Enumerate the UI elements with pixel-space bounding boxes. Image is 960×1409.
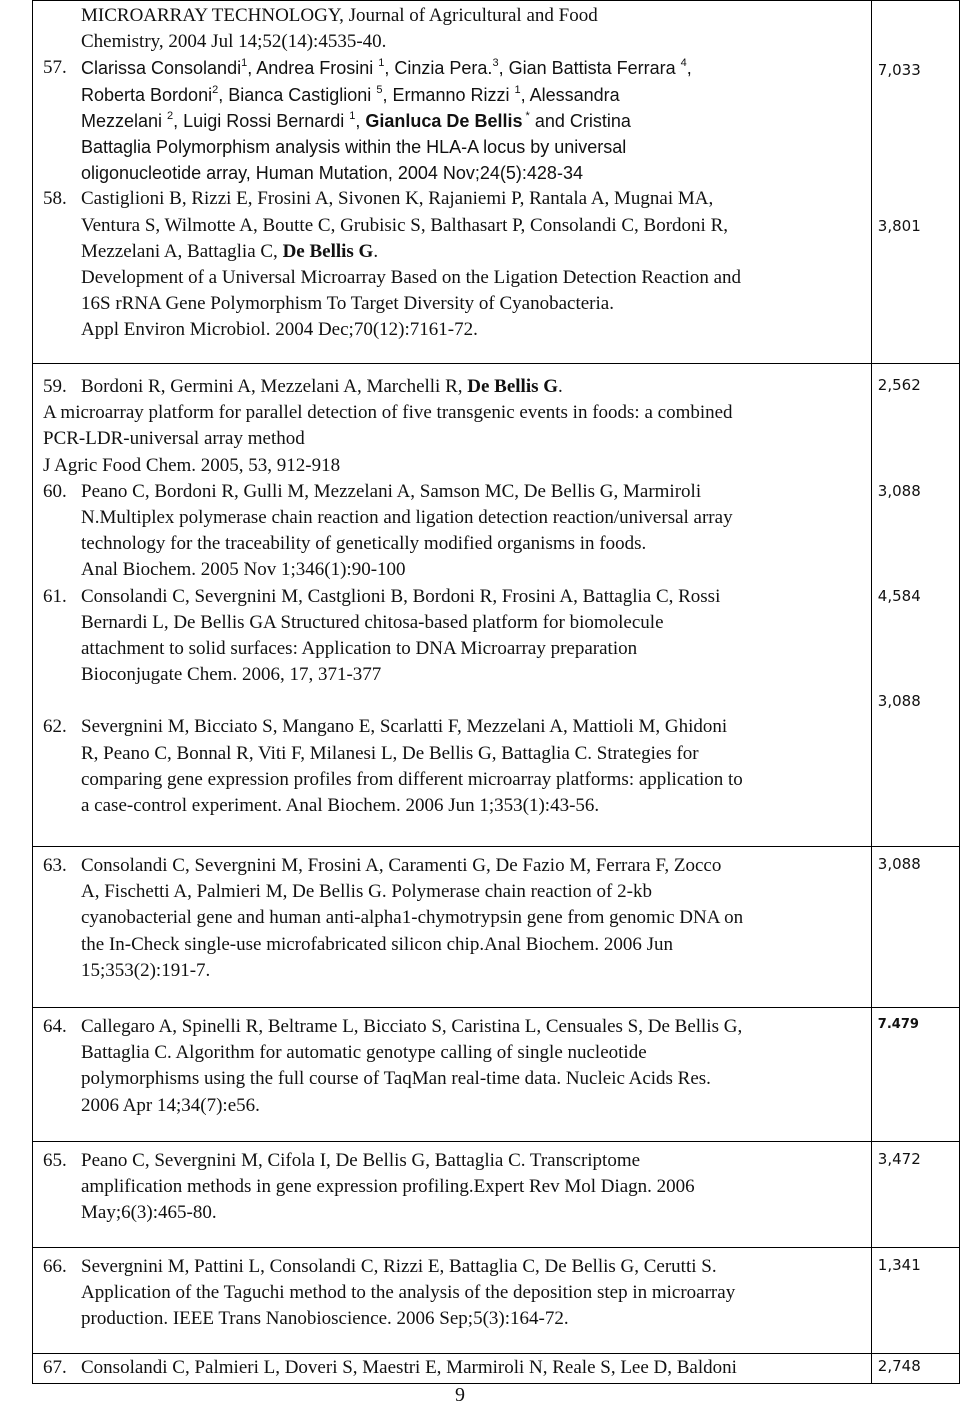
journal-line: Appl Environ Microbiol. 2004 Dec;70(12):7161-72. [81,319,478,341]
title-line: A microarray platform for parallel detection of five transgenic events in foods: a combined [43,402,733,424]
citation-entry [43,853,865,984]
citation-continuation [43,400,865,479]
title-line: amplification methods in gene expression profiling.Expert Rev Mol Diagn. 2006 [81,1176,695,1198]
title-line: Battaglia Polymorphism analysis within the HLA-A locus by universal [81,137,627,158]
table-row [33,1,960,364]
citation-cell [33,1142,872,1248]
author-line: Consolandi C, Severgnini M, Castglioni B, Bordoni R, Frosini A, Battaglia C, Rossi [81,585,721,607]
journal-line: production. IEEE Trans Nanobioscience. 2006 Sep;5(3):164-72. [81,1308,569,1330]
impact-factor-cell [871,847,959,1008]
entry-number: 61. [43,585,67,607]
table-row [33,847,960,1008]
impact-factor: 3,088 [877,855,921,873]
title-line: 16S rRNA Gene Polymorphism To Target Diversity of Cyanobacteria. [81,293,614,315]
impact-factor: 2,562 [877,376,921,394]
impact-factor-cell [871,1008,959,1142]
table-row [33,1142,960,1248]
citation-entry [43,714,865,819]
title-line: technology for the traceability of genetically modified organisms in foods. [81,533,647,555]
title-line: Bernardi L, De Bellis GA Structured chitosa-based platform for biomolecule [81,611,664,633]
title-line: N.Multiplex polymerase chain reaction and ligation detection reaction/universal array [81,507,733,529]
author-line: A, Fischetti A, Palmieri M, De Bellis G. Polymerase chain reaction of 2-kb [81,881,652,903]
citation-entry [43,1148,865,1227]
entry-number: 60. [43,480,67,502]
impact-factor: 3,801 [877,217,921,235]
entry-number: 64. [43,1016,67,1037]
entry-number: 66. [43,1256,67,1277]
impact-factor: 7,033 [877,61,921,79]
entry-number: 62. [43,716,67,738]
author-line: Peano C, Severgnini M, Cifola I, De Bellis G, Battaglia C. Transcriptome [81,1150,641,1171]
journal-line: 15;353(2):191-7. [81,959,211,981]
entry-number: 58. [43,188,67,210]
title-line: oligonucleotide array, Human Mutation, 2004 Nov;24(5):428-34 [81,163,583,184]
author-line: Castiglioni B, Rizzi E, Frosini A, Sivonen K, Rajaniemi P, Rantala A, Mugnai MA, [81,188,714,210]
citation-entry [43,1254,865,1333]
impact-factor: 3,472 [877,1150,921,1168]
impact-factor-cell [871,364,959,847]
journal-line: Anal Biochem. 2005 Nov 1;346(1):90-100 [81,559,406,581]
citation-line: MICROARRAY TECHNOLOGY, Journal of Agricultural and Food [81,5,598,26]
impact-factor-cell [871,1,959,364]
citation-entry [43,186,865,265]
impact-factor: 3,088 [877,482,921,500]
title-line: comparing gene expression profiles from different microarray platforms: application to [81,768,743,790]
author-line: R, Peano C, Bonnal R, Viti F, Milanesi L, De Bellis G, Battaglia C. Strategies for [81,742,699,764]
table-row [33,1248,960,1354]
impact-factor-cell [871,1248,959,1354]
citation-entry [43,584,865,689]
author-line: Clarissa Consolandi$^1$, Andrea Frosini $^1$, Cinzia Pera.$^3$, Gian Battista Ferrara $^4$, [81,57,692,79]
author-line: Callegaro A, Spinelli R, Beltrame L, Bicciato S, Caristina L, Censuales S, De Bellis G, [81,1016,743,1037]
citation-cell [33,1248,872,1354]
impact-factor: 1,341 [877,1256,921,1274]
journal-line: May;6(3):465-80. [81,1202,217,1224]
page-number: 9 [455,1384,465,1406]
author-line: Ventura S, Wilmotte A, Boutte C, Grubisic S, Balthasart P, Consolandi C, Bordoni R, [81,214,728,236]
citation-entry [43,1355,865,1381]
journal-line: 2006 Apr 14;34(7):e56. [81,1094,260,1116]
citation-continuation [43,265,865,344]
entry-number: 59. [43,376,67,397]
citation-entry [43,374,865,400]
title-line: Battaglia C. Algorithm for automatic genotype calling of single nucleotide [81,1042,647,1064]
entry-number: 67. [43,1357,67,1378]
citation-continuation [43,3,865,55]
title-line: polymorphisms using the full course of TaqMan real-time data. Nucleic Acids Res. [81,1068,711,1090]
author-line: Consolandi C, Severgnini M, Frosini A, Caramenti G, De Fazio M, Ferrara F, Zocco [81,855,722,876]
title-line: Development of a Universal Microarray Based on the Ligation Detection Reaction and [81,267,742,289]
entry-number: 65. [43,1150,67,1171]
impact-factor: 7.479 [877,1017,919,1032]
citation-cell [33,364,872,847]
citation-cell [33,847,872,1008]
author-line: Roberta Bordoni$^2$, Bianca Castiglioni $^5$, Ermanno Rizzi $^1$, Alessandra [81,83,620,105]
title-line: PCR-LDR-universal array method [43,428,305,450]
citation-cell [33,1354,872,1384]
table-row [33,1008,960,1142]
journal-line: Bioconjugate Chem. 2006, 17, 371-377 [81,664,382,686]
impact-factor: 2,748 [877,1357,921,1375]
citation-entry [43,55,865,186]
author-line: Mezzelani $^2$, Luigi Rossi Bernardi $^1$, Gianluca De Bellis * and Cristina [81,109,631,131]
title-line: cyanobacterial gene and human anti-alpha1-chymotrypsin gene from genomic DNA on [81,907,744,929]
impact-factor-cell [871,1354,959,1384]
table-row [33,364,960,847]
citation-entry [43,479,865,584]
author-line: Peano C, Bordoni R, Gulli M, Mezzelani A, Samson MC, De Bellis G, Marmiroli [81,480,702,502]
author-line: Mezzelani A, Battaglia C, De Bellis G. [81,240,379,262]
impact-factor: 4,584 [877,587,921,605]
journal-line: a case-control experiment. Anal Biochem. 2006 Jun 1;353(1):43-56. [81,795,600,817]
impact-factor-cell [871,1142,959,1248]
entry-number: 57. [43,57,67,79]
journal-line: J Agric Food Chem. 2005, 53, 912-918 [43,454,341,476]
author-line: Severgnini M, Pattini L, Consolandi C, Rizzi E, Battaglia C, De Bellis G, Cerutti S. [81,1256,717,1277]
title-line: attachment to solid surfaces: Application to DNA Microarray preparation [81,638,638,660]
table-row [33,1354,960,1384]
title-line: the In-Check single-use microfabricated silicon chip.Anal Biochem. 2006 Jun [81,933,674,955]
entry-number: 63. [43,855,67,876]
title-line: Application of the Taguchi method to the analysis of the deposition step in microarray [81,1282,736,1304]
publication-table [32,0,960,1384]
author-line: Bordoni R, Germini A, Mezzelani A, Marchelli R, De Bellis G. [81,376,563,397]
citation-entry [43,1014,865,1119]
citation-cell [33,1008,872,1142]
citation-cell [33,1,872,364]
author-line: Consolandi C, Palmieri L, Doveri S, Maestri E, Marmiroli N, Reale S, Lee D, Baldoni [81,1357,737,1378]
impact-factor: 3,088 [877,692,921,710]
author-line: Severgnini M, Bicciato S, Mangano E, Scarlatti F, Mezzelani A, Mattioli M, Ghidoni [81,716,728,738]
citation-line: Chemistry, 2004 Jul 14;52(14):4535-40. [81,31,387,53]
